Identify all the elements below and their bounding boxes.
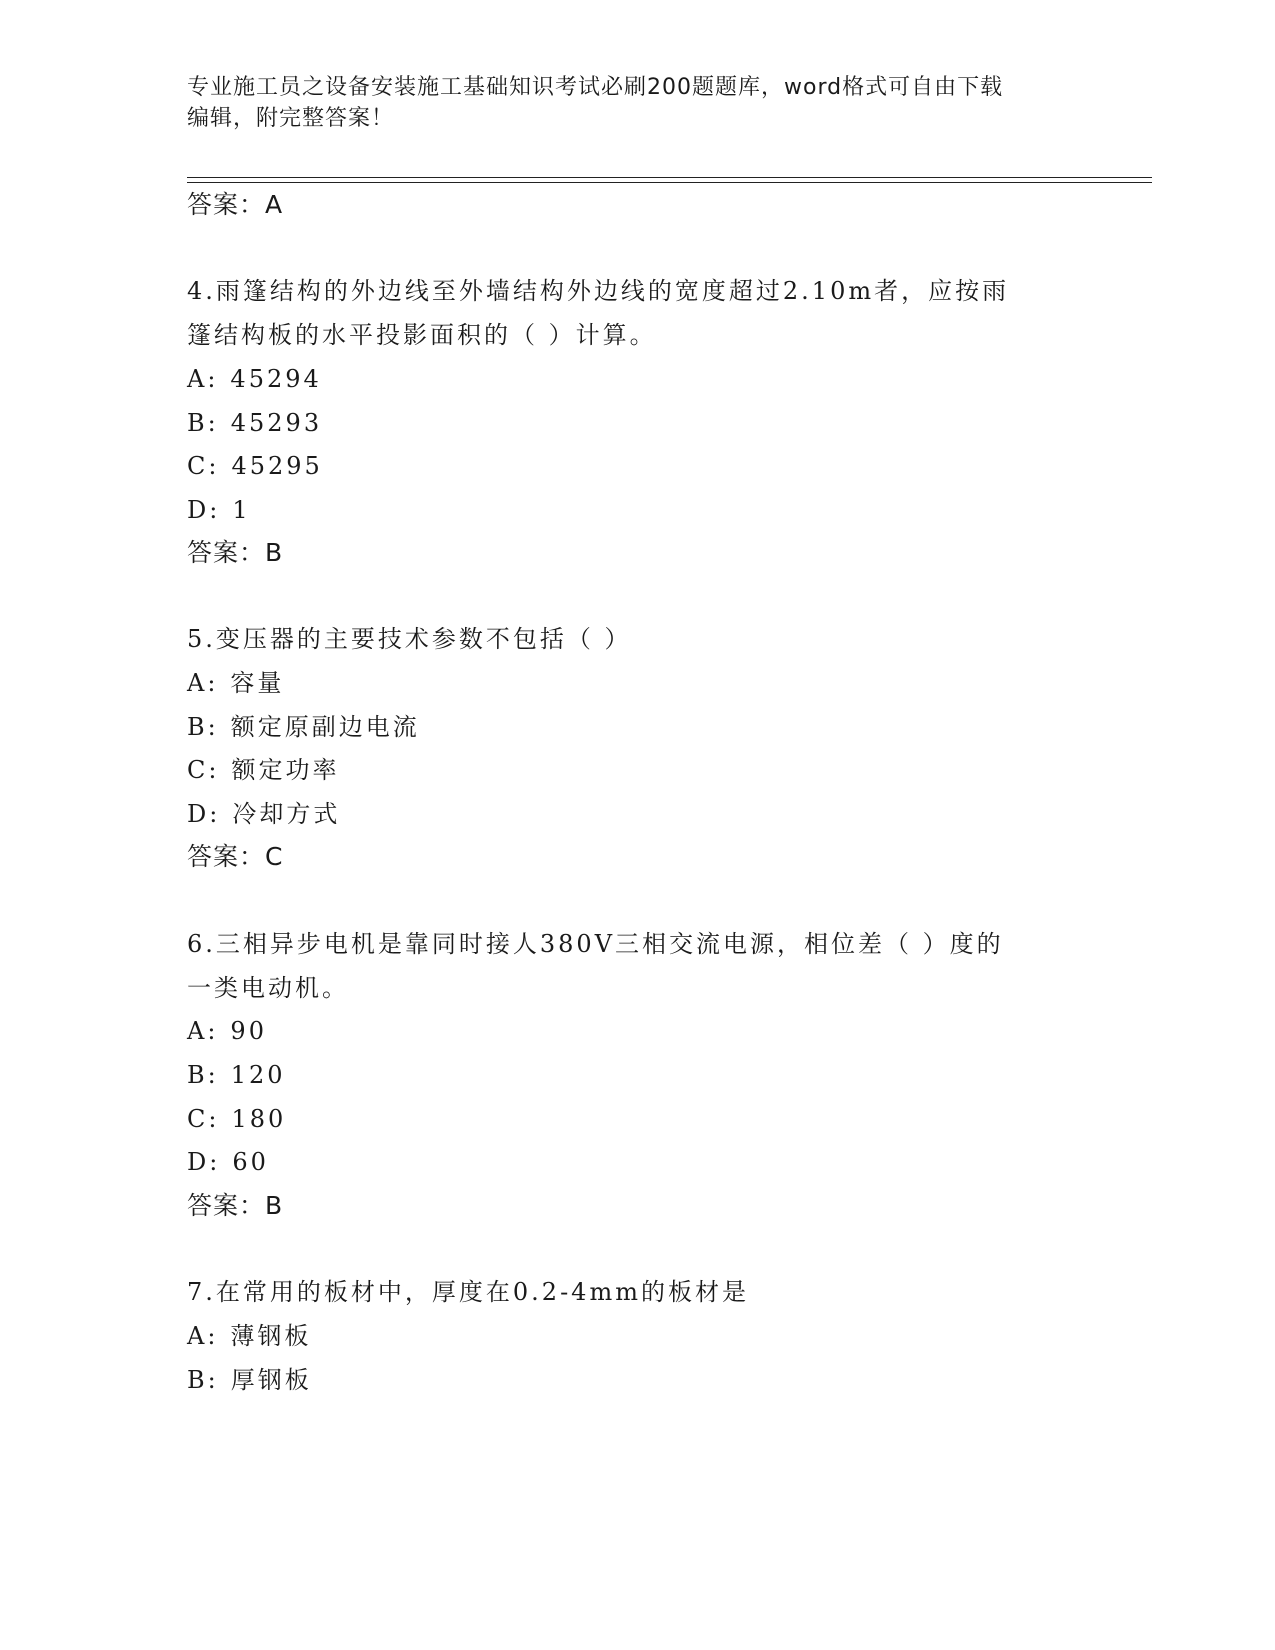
header-line-2: 编辑，附完整答案！ xyxy=(187,106,395,131)
option-text: 额定功率 xyxy=(231,756,340,784)
header-rule-bottom xyxy=(187,182,1152,183)
option-text: 45294 xyxy=(230,365,322,393)
option-text: 90 xyxy=(230,1017,267,1045)
question-7-option-a xyxy=(187,1321,311,1351)
question-6-option-c xyxy=(187,1104,286,1134)
option-text: 额定原副边电流 xyxy=(230,713,420,741)
option-label: D: xyxy=(187,496,221,524)
question-6-answer: 答案：B xyxy=(187,1191,284,1220)
option-text: 180 xyxy=(231,1105,287,1133)
question-6-option-a xyxy=(187,1016,267,1046)
option-label: B: xyxy=(187,713,219,741)
question-4-option-c xyxy=(187,451,323,481)
question-4-answer: 答案：B xyxy=(187,538,284,567)
question-4-option-b xyxy=(187,408,322,438)
option-text: 60 xyxy=(232,1148,269,1176)
header-line-1: 专业施工员之设备安装施工基础知识考试必刷200题题库，word格式可自由下载 xyxy=(187,75,1004,100)
question-5-option-d xyxy=(187,799,340,829)
question-6-option-b xyxy=(187,1060,286,1090)
header-rule-top xyxy=(187,177,1152,178)
page-header xyxy=(187,72,1067,134)
option-label: C: xyxy=(187,452,220,480)
question-7-option-b xyxy=(187,1365,312,1395)
question-5-option-c xyxy=(187,755,339,785)
question-5-answer: 答案：C xyxy=(187,842,284,871)
option-label: B: xyxy=(187,409,219,437)
option-label: A: xyxy=(187,1017,219,1045)
option-text: 1 xyxy=(232,496,251,524)
option-label: C: xyxy=(187,1105,220,1133)
option-label: D: xyxy=(187,1148,221,1176)
question-5-option-b xyxy=(187,712,420,742)
question-6-line-2: 一类电动机。 xyxy=(187,974,349,1002)
question-4-option-d xyxy=(187,495,251,525)
question-6-option-d xyxy=(187,1147,269,1177)
question-6-line-1: 6.三相异步电机是靠同时接人380V三相交流电源，相位差（ ）度的 xyxy=(187,930,1004,958)
option-text: 容量 xyxy=(230,669,285,697)
question-5-option-a xyxy=(187,668,284,698)
question-4-line-2: 篷结构板的水平投影面积的（ ）计算。 xyxy=(187,321,657,349)
question-7-line-1: 7.在常用的板材中，厚度在0.2-4mm的板材是 xyxy=(187,1278,749,1306)
option-label: C: xyxy=(187,756,220,784)
option-label: B: xyxy=(187,1366,219,1394)
answer-previous: 答案：A xyxy=(187,190,284,219)
option-label: A: xyxy=(187,1322,219,1350)
option-text: 120 xyxy=(230,1061,286,1089)
option-text: 厚钢板 xyxy=(230,1366,312,1394)
option-text: 45293 xyxy=(230,409,323,437)
option-text: 45295 xyxy=(231,452,323,480)
option-label: A: xyxy=(187,669,219,697)
option-text: 薄钢板 xyxy=(230,1322,312,1350)
question-4-option-a xyxy=(187,364,322,394)
question-5-line-1: 5.变压器的主要技术参数不包括（ ） xyxy=(187,625,632,653)
option-text: 冷却方式 xyxy=(232,800,341,828)
option-label: A: xyxy=(187,365,219,393)
option-label: B: xyxy=(187,1061,219,1089)
option-label: D: xyxy=(187,800,221,828)
question-4-line-1: 4.雨篷结构的外边线至外墙结构外边线的宽度超过2.10m者，应按雨 xyxy=(187,277,1010,305)
